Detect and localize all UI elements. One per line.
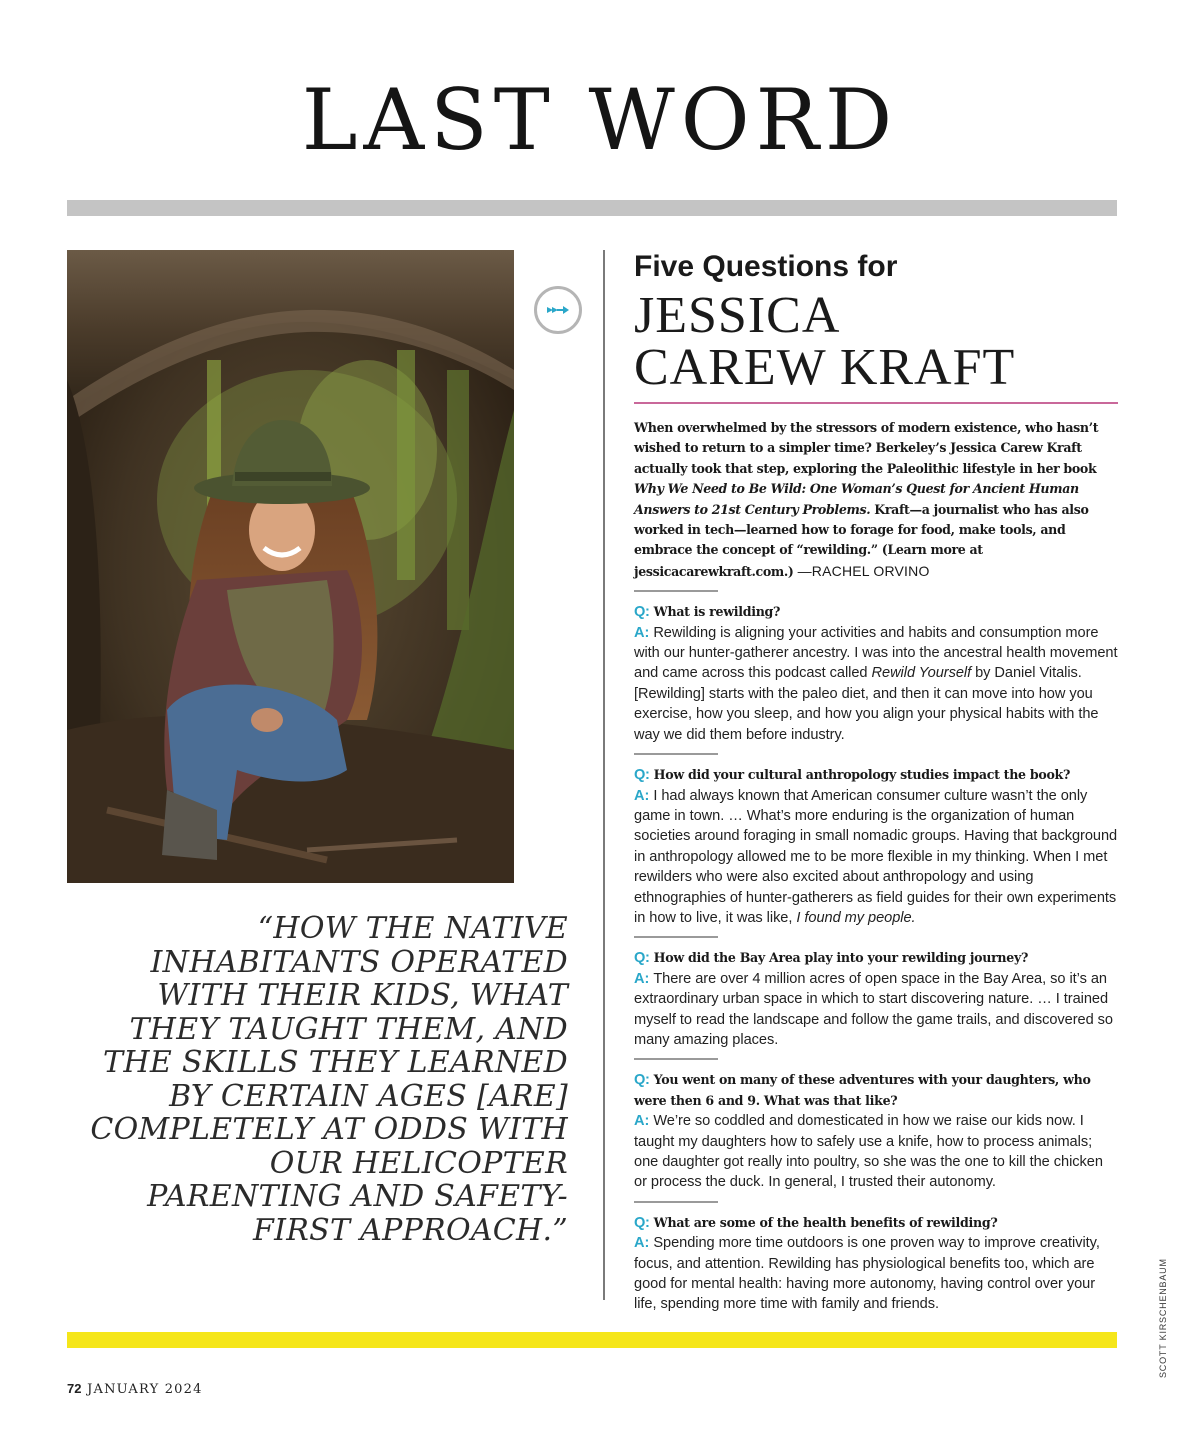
- byline: —RACHEL ORVINO: [793, 562, 930, 579]
- top-divider-bar: [67, 200, 1117, 216]
- arrow-badge-icon: [534, 286, 582, 334]
- answer-label: A:: [634, 1235, 650, 1252]
- question-text: How did the Bay Area play into your rewilding journey?: [653, 950, 1029, 966]
- article-kicker: Five Questions for: [634, 250, 898, 283]
- question: [634, 765, 1118, 785]
- headline-rule: [634, 402, 1118, 404]
- interviewee-name-line2: CAREW KRAFT: [634, 339, 1016, 396]
- qa-separator: [634, 753, 718, 755]
- qa-item: [634, 602, 1118, 745]
- question-label: Q:: [634, 1214, 650, 1231]
- pull-quote: “HOW THE NATIVE INHABITANTS OPERATED WITH THEIR KIDS, WHAT THEY TAUGHT THEM, AND THE SKILLS THEY LEARNED BY CERTAIN AGES [ARE] COMPLETELY AT ODDS WITH OUR HELICOPTER PARENTING AND SAFETY-FIRST APPROACH.”: [90, 911, 568, 1248]
- column-divider: [603, 250, 605, 1300]
- question-text: What are some of the health benefits of rewilding?: [653, 1214, 998, 1230]
- masthead-title: LAST WORD: [301, 71, 899, 169]
- answer: [634, 1233, 1118, 1315]
- qa-item: [634, 1213, 1118, 1315]
- answer-label: A:: [634, 787, 650, 804]
- question: [634, 1070, 1118, 1111]
- qa-item: [634, 1070, 1118, 1192]
- question: [634, 602, 1118, 622]
- intro-text-cont: Kraft—a journalist who has also worked in tech—learned how to forage for food, make tools, and embrace the concept of “rewilding.” (Learn more at jessicacarewkraft.com.): [634, 501, 1089, 579]
- answer: [634, 623, 1118, 745]
- answer-emphasis: I found my people.: [796, 909, 916, 926]
- qa-separator: [634, 936, 718, 938]
- qa-separator: [634, 590, 718, 592]
- answer-text-cont: by Daniel Vitalis. [Rewilding] starts with the paleo diet, and then it can move into how you exercise, how you sleep, and how you align your physical habits with the way we did them before industry.: [634, 665, 1099, 743]
- answer-label: A:: [634, 624, 650, 641]
- question-text: You went on many of these adventures with your daughters, who were then 6 and 9. What was that like?: [634, 1072, 1091, 1108]
- question-label: Q:: [634, 604, 650, 621]
- intro-text: When overwhelmed by the stressors of modern existence, who hasn’t wished to return to a simpler time? Berkeley’s Jessica Carew Kraft actually took that step, exploring the Paleolithic lifestyle in her book: [634, 420, 1099, 476]
- bottom-divider-bar: [67, 1332, 1117, 1348]
- answer: [634, 969, 1118, 1051]
- answer-text: Rewilding is aligning your activities and habits and consumption more with our hunter-gatherer ancestry. I was into the ancestral health movement and came across this podcast called: [634, 624, 1118, 682]
- book-title: Why We Need to Be Wild: One Woman’s Quest for Ancient Human Answers to 21st Century Problems.: [634, 481, 1079, 517]
- page-folio: [67, 1381, 203, 1397]
- answer-text: We’re so coddled and domesticated in how we raise our kids now. I taught my daughters how to safely use a knife, how to process animals; one daughter got really into poultry, so she was the one to kill the chicken or process the duck. In general, I trusted their autonomy.: [634, 1113, 1103, 1191]
- question-text: How did your cultural anthropology studies impact the book?: [653, 767, 1071, 783]
- intro-paragraph: [634, 418, 1118, 582]
- answer-text: Spending more time outdoors is one proven way to improve creativity, focus, and attention. Rewilding has physiological benefits too, which are good for mental health: having more autonomy, having control over your life, spending more time with family and friends.: [634, 1235, 1100, 1313]
- answer-text: I had always known that American consumer culture wasn’t the only game in town. … What’s more enduring is the organization of human societies around foraging in small nomadic groups. Having that background in anthropology allowed me to be more flexible in my thinking. When I met rewilders who were also excited about anthropology and using ethnographies of hunter-gatherers as field guides for their own experiments in how to live, it was like,: [634, 787, 1118, 926]
- question: [634, 948, 1118, 968]
- qa-separator: [634, 1058, 718, 1060]
- answer-label: A:: [634, 1113, 650, 1130]
- question-text: What is rewilding?: [653, 604, 781, 620]
- qa-list: [634, 590, 1118, 1315]
- question: [634, 1213, 1118, 1233]
- answer: [634, 786, 1118, 929]
- interviewee-name: [634, 287, 1118, 396]
- answer-emphasis: Rewild Yourself: [871, 665, 972, 682]
- question-label: Q:: [634, 950, 650, 967]
- article-column: [634, 250, 1118, 1315]
- photo-credit: SCOTT KIRSCHENBAUM: [1158, 1258, 1168, 1378]
- page-number: 72: [67, 1381, 82, 1396]
- answer-text: There are over 4 million acres of open space in the Bay Area, so it’s an extraordinary urban space in which to start discovering nature. … I trained myself to read the landscape and follow the game trails, and discovered so many amazing places.: [634, 970, 1113, 1048]
- qa-item: [634, 765, 1118, 928]
- article-photo: [67, 250, 514, 883]
- answer: [634, 1111, 1118, 1193]
- answer-label: A:: [634, 970, 650, 987]
- question-label: Q:: [634, 1072, 650, 1089]
- issue-date: JANUARY 2024: [87, 1382, 203, 1397]
- qa-separator: [634, 1201, 718, 1203]
- question-label: Q:: [634, 767, 650, 784]
- interviewee-name-line1: JESSICA: [634, 287, 841, 344]
- qa-item: [634, 948, 1118, 1050]
